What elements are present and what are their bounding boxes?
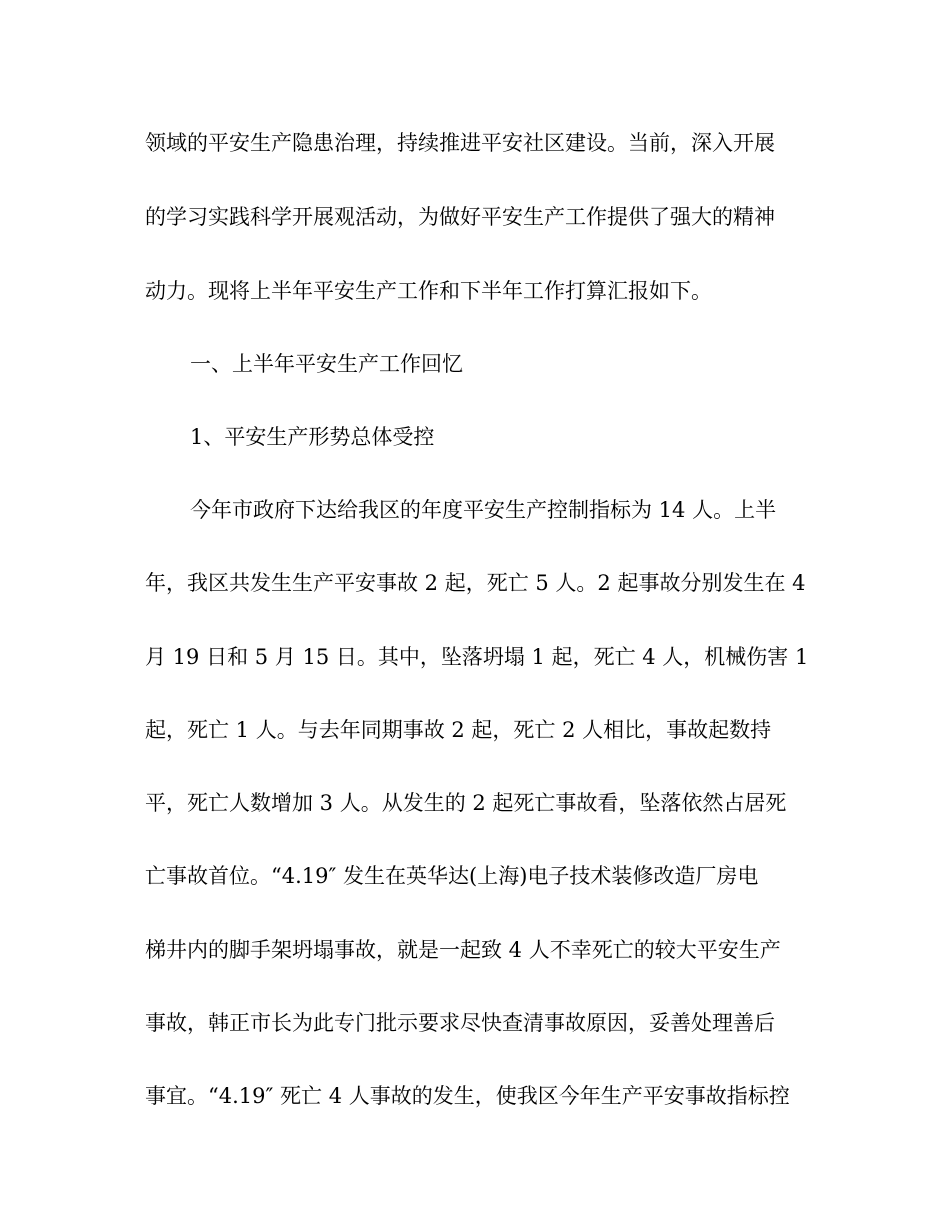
paragraph-line: 月 19 日和 5 月 15 日。其中，坠落坍塌 1 起，死亡 4 人，机械伤害 1 <box>145 645 809 669</box>
paragraph-line: 动力。现将上半年平安生产工作和下半年工作打算汇报如下。 <box>145 279 712 303</box>
paragraph-line: 亡事故首位。“4.19″ 发生在英华达(上海)电子技术装修改造厂房电 <box>145 864 759 888</box>
paragraph-line: 今年市政府下达给我区的年度平安生产控制指标为 14 人。上半 <box>190 498 777 522</box>
paragraph-line: 事故，韩正市长为此专门批示要求尽快查清事故原因，妥善处理善后 <box>145 1011 775 1035</box>
subsection-heading: 1、平安生产形势总体受控 <box>190 425 435 449</box>
paragraph-line: 平，死亡人数增加 3 人。从发生的 2 起死亡事故看，坠落依然占居死 <box>145 791 787 815</box>
paragraph-line: 年，我区共发生生产平安事故 2 起，死亡 5 人。2 起事故分别发生在 4 <box>145 571 806 595</box>
paragraph-line: 事宜。“4.19″ 死亡 4 人事故的发生，使我区今年生产平安事故指标控 <box>145 1084 790 1108</box>
paragraph-line: 起，死亡 1 人。与去年同期事故 2 起，死亡 2 人相比，事故起数持 <box>145 718 772 742</box>
paragraph-line: 梯井内的脚手架坍塌事故，就是一起致 4 人不幸死亡的较大平安生产 <box>145 938 781 962</box>
paragraph-line: 的学习实践科学开展观活动，为做好平安生产工作提供了强大的精神 <box>145 205 775 229</box>
paragraph-line: 领域的平安生产隐患治理，持续推进平安社区建设。当前，深入开展 <box>145 131 775 155</box>
section-heading: 一、上半年平安生产工作回忆 <box>190 352 463 376</box>
